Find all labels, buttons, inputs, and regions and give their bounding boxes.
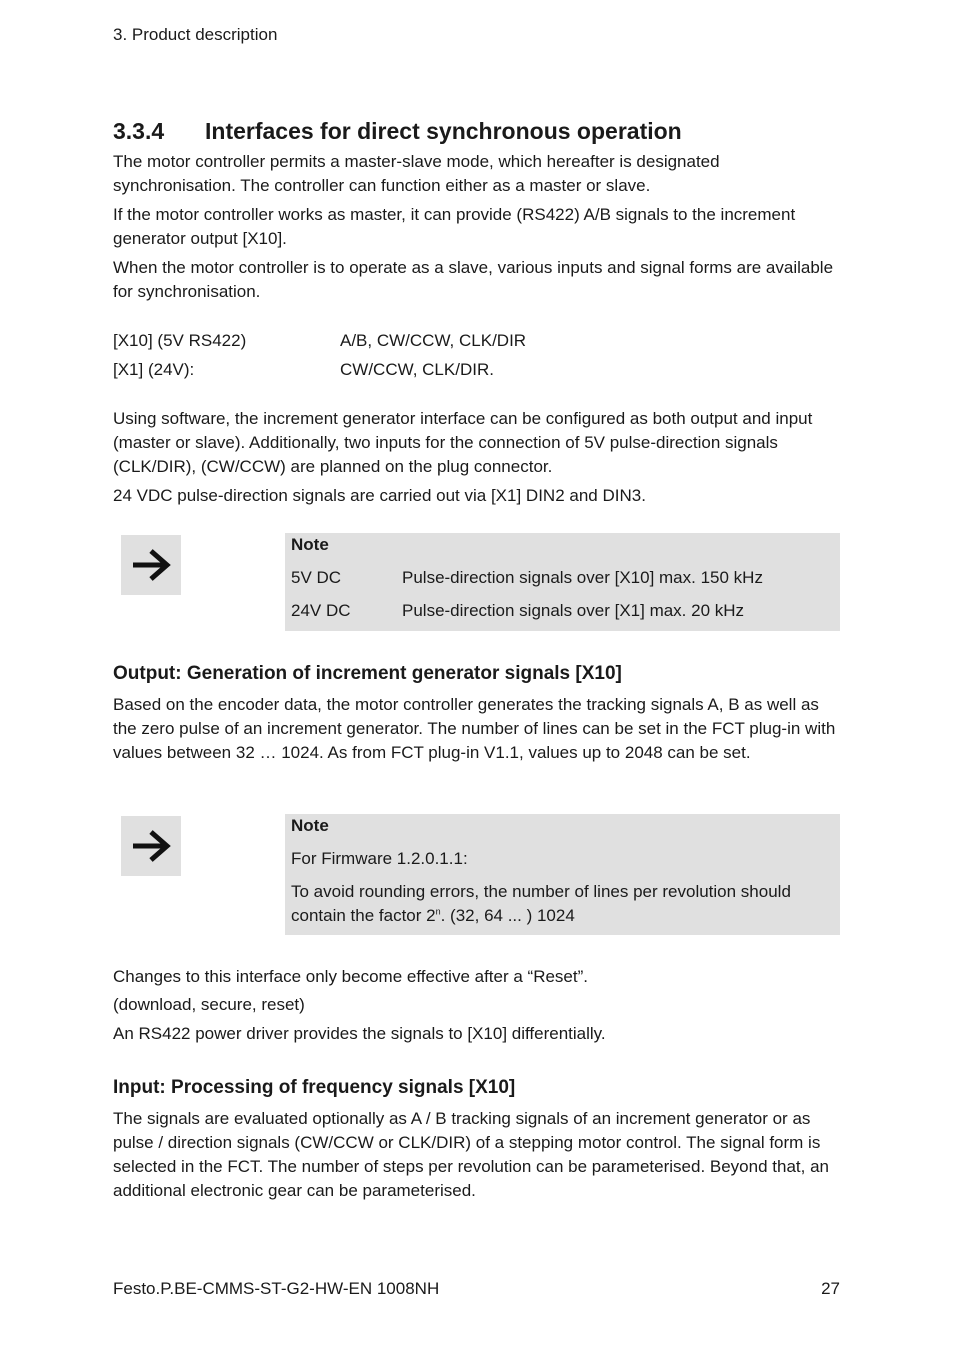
input-paragraph: The signals are evaluated optionally as A / B tracking signals of an increment generator or as pulse / direction signals (CW/CCW or CLK/DIR) of a stepping motor control. The signal form is selected in the FCT. The number of steps per revolution can be parameterised. Beyond that, an additional electronic gear can be parameterised. — [113, 1109, 829, 1200]
note-superscript: n — [435, 906, 441, 917]
output-heading: Output: Generation of increment generator signals [X10] — [113, 663, 622, 684]
note-title: Note — [291, 535, 329, 554]
note-rounding-text-b: . (32, 64 ... ) 1024 — [440, 906, 575, 925]
page-number: 27 — [821, 1279, 840, 1298]
software-paragraph-1: Using software, the increment generator interface can be configured as both output and input (master or slave). Additionally, two inputs for the connection of 5V pulse-direction signals (CLK/DIR), (CW/CCW) are planned on the plug connector. — [113, 409, 813, 476]
note-firmware-line: For Firmware 1.2.0.1.1: — [291, 849, 468, 868]
note-box — [285, 814, 840, 935]
note-rounding-text-a: To avoid rounding errors, the number of lines per revolution should contain the factor 2 — [291, 882, 791, 925]
footer-doc-id: Festo.P.BE-CMMS-ST-G2-HW-EN 1008NH — [113, 1279, 440, 1298]
input-heading: Input: Processing of frequency signals [X10] — [113, 1077, 516, 1098]
changes-paragraph-3: An RS422 power driver provides the signals to [X10] differentially. — [113, 1024, 606, 1043]
section-title — [113, 116, 682, 146]
section-title-text: Interfaces for direct synchronous operation — [205, 118, 682, 144]
section-number: 3.3.4 — [113, 118, 165, 144]
intro-paragraph-2: If the motor controller works as master, it can provide (RS422) A/B signals to the increment generator output [X10]. — [113, 205, 796, 248]
note-arrow-box — [121, 535, 181, 595]
arrow-right-icon — [129, 547, 173, 583]
page-header: 3. Product description — [113, 25, 278, 44]
note-row-value: Pulse-direction signals over [X1] max. 20 kHz — [402, 601, 745, 620]
interface-signals: A/B, CW/CCW, CLK/DIR — [340, 331, 527, 350]
note-row-key: 5V DC — [291, 568, 342, 587]
note-title: Note — [291, 816, 329, 835]
changes-paragraph-2: (download, secure, reset) — [113, 995, 305, 1014]
note-rounding-text — [291, 880, 836, 928]
interface-port: [X1] (24V): — [113, 360, 195, 379]
output-paragraph: Based on the encoder data, the motor controller generates the tracking signals A, B as well as the zero pulse of an increment generator. The number of lines can be set in the FCT plug-in with values between 32 … 1024. As from FCT plug-in V1.1, values up to 2048 can be set. — [113, 695, 836, 762]
note-arrow-box — [121, 816, 181, 876]
software-paragraph-2: 24 VDC pulse-direction signals are carried out via [X1] DIN2 and DIN3. — [113, 486, 646, 505]
intro-paragraph-3: When the motor controller is to operate as a slave, various inputs and signal forms are available for synchronisation. — [113, 258, 834, 301]
intro-paragraph-1: The motor controller permits a master-slave mode, which hereafter is designated synchronisation. The controller can function either as a master or slave. — [113, 152, 720, 195]
note-row-value: Pulse-direction signals over [X10] max. 150 kHz — [402, 568, 763, 587]
note-box — [285, 533, 840, 631]
arrow-right-icon — [129, 828, 173, 864]
note-row-key: 24V DC — [291, 601, 351, 620]
changes-paragraph-1: Changes to this interface only become effective after a “Reset”. — [113, 967, 588, 986]
interface-signals: CW/CCW, CLK/DIR. — [340, 360, 494, 379]
interface-port: [X10] (5V RS422) — [113, 331, 247, 350]
